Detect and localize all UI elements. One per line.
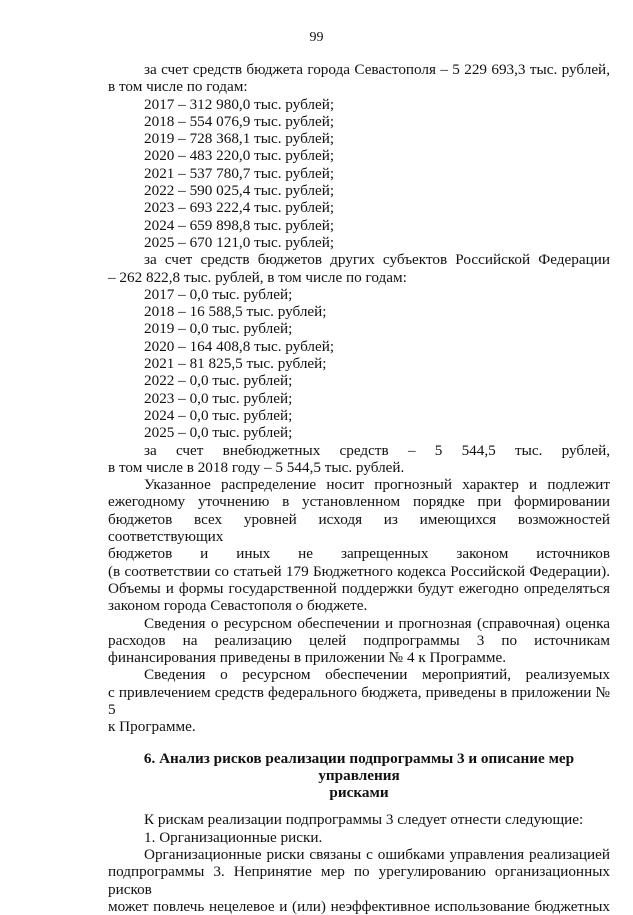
page-content <box>108 61 610 915</box>
paragraph-line: Сведения о ресурсном обеспечении и прогнозная (справочная) оценка <box>144 614 610 632</box>
year-line: 2020 – 483 220,0 тыс. рублей; <box>144 147 335 165</box>
year-line: 2017 – 0,0 тыс. рублей; <box>144 285 293 303</box>
year-line: 2024 – 659 898,8 тыс. рублей; <box>144 216 335 234</box>
page-number: 99 <box>309 30 324 45</box>
funding-extrabudget-cont: в том числе в 2018 году – 5 544,5 тыс. рублей. <box>108 458 405 476</box>
year-line: 2023 – 693 222,4 тыс. рублей; <box>144 199 335 217</box>
year-line: 2021 – 81 825,5 тыс. рублей; <box>144 355 327 373</box>
paragraph-line: подпрограммы 3. Непринятие мер по урегулированию организационных рисков <box>108 863 610 898</box>
paragraph-line: Организационные риски связаны с ошибками управления реализацией <box>144 846 610 864</box>
year-line: 2018 – 554 076,9 тыс. рублей; <box>144 112 335 130</box>
funding-city-intro: за счет средств бюджета города Севастополя – 5 229 693,3 тыс. рублей, <box>144 61 610 78</box>
paragraph-line: финансирования приведены в приложении № 4 к Программе. <box>108 649 506 667</box>
spacer <box>108 736 610 750</box>
year-line: 2024 – 0,0 тыс. рублей; <box>144 406 293 424</box>
year-line: 2020 – 164 408,8 тыс. рублей; <box>144 337 335 355</box>
funding-city-intro-cont: в том числе по годам: <box>108 78 248 96</box>
section-heading-cont: рисками <box>329 784 389 802</box>
year-line: 2022 – 590 025,4 тыс. рублей; <box>144 182 335 200</box>
funding-subjects-intro-cont: – 262 822,8 тыс. рублей, в том числе по годам: <box>108 268 407 286</box>
paragraph-line: бюджетов всех уровней исходя из имеющихся возможностей соответствующих <box>108 510 610 546</box>
year-line: 2019 – 0,0 тыс. рублей; <box>144 320 293 338</box>
year-line: 2017 – 312 980,0 тыс. рублей; <box>144 95 335 113</box>
paragraph-line: Сведения о ресурсном обеспечении мероприятий, реализуемых <box>144 666 610 684</box>
funding-extrabudget: за счет внебюджетных средств – 5 544,5 тыс. рублей, <box>144 441 610 459</box>
year-line: 2025 – 670 121,0 тыс. рублей; <box>144 233 335 251</box>
year-line: 2025 – 0,0 тыс. рублей; <box>144 424 293 442</box>
paragraph-line: Указанное распределение носит прогнозный характер и подлежит <box>144 476 610 494</box>
paragraph-line: расходов на реализацию целей подпрограммы 3 по источникам <box>108 631 610 649</box>
paragraph-line: законом города Севастополя о бюджете. <box>108 597 368 615</box>
paragraph-line: бюджетов и иных не запрещенных законом источников <box>108 545 610 563</box>
year-line: 2022 – 0,0 тыс. рублей; <box>144 372 293 390</box>
year-line: 2021 – 537 780,7 тыс. рублей; <box>144 164 335 182</box>
section-heading: 6. Анализ рисков реализации подпрограммы 3 и описание мер управления <box>143 749 575 784</box>
paragraph-line: ежегодному уточнению в установленном порядке при формировании <box>108 493 610 511</box>
year-line: 2023 – 0,0 тыс. рублей; <box>144 389 293 407</box>
paragraph-line: может повлечь нецелевое и (или) неэффективное использование бюджетных <box>108 897 610 915</box>
paragraph-line: Объемы и формы государственной поддержки будут ежегодно определяться <box>108 579 610 597</box>
year-line: 2019 – 728 368,1 тыс. рублей; <box>144 130 335 148</box>
year-line: 2018 – 16 588,5 тыс. рублей; <box>144 303 327 321</box>
paragraph-line: к Программе. <box>108 718 196 736</box>
funding-subjects-intro: за счет средств бюджетов других субъектов Российской Федерации <box>144 251 610 269</box>
paragraph-line: (в соответствии со статьей 179 Бюджетного кодекса Российской Федерации). <box>108 562 610 580</box>
paragraph-line: 1. Организационные риски. <box>144 828 323 846</box>
spacer <box>108 801 610 811</box>
paragraph-line: с привлечением средств федерального бюджета, приведены в приложении № 5 <box>108 683 610 718</box>
paragraph-line: К рискам реализации подпрограммы 3 следует отнести следующие: <box>144 811 584 829</box>
